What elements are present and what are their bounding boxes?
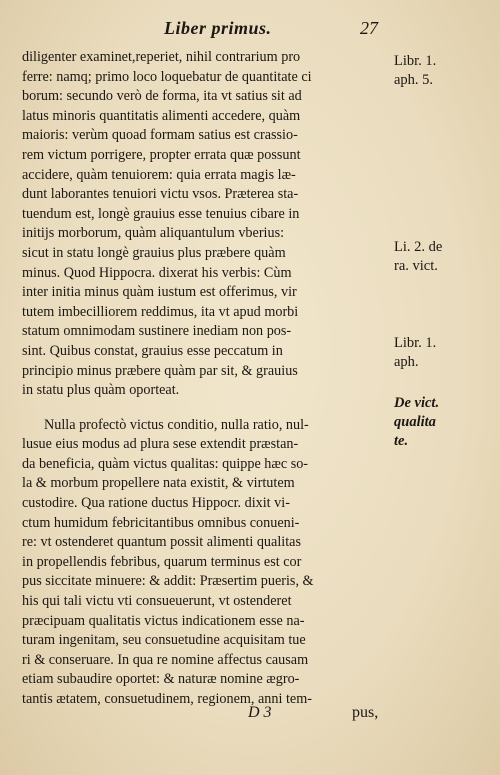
margin-note-4 [394,394,490,451]
text-line: his qui tali victu vti consueuerunt, vt ostenderet [22,593,292,610]
text-line: custodire. Qua ratione ductus Hippocr. dixit vi- [22,495,290,512]
paragraph-1 [22,48,388,401]
text-line: Nulla profectò victus conditio, nulla ratio, nul- [44,416,309,433]
margin-note-line: te. [394,433,409,449]
text-line: in statu plus quàm oporteat. [22,382,180,399]
margin-note-line: ra. vict. [394,258,438,274]
page-title: Liber primus. [164,18,272,38]
running-head [0,18,500,42]
text-line: la & morbum propellere nata existit, & virtutem [22,475,295,492]
text-line: etiam subaudire oportet: & naturæ nomine ægro- [22,671,300,688]
signature-mark: D 3 [248,704,272,721]
margin-note-line: Libr. 1. [394,335,437,351]
text-line: ctum humidum febricitantibus omnibus conueni- [22,514,300,531]
margin-note-1 [394,52,490,90]
margin-note-line: qualita [394,414,436,430]
text-line: dunt laborantes tenuiori victu vsos. Præterea sta- [22,186,299,203]
margin-note-line: Libr. 1. [394,53,437,69]
margin-note-line: aph. 5. [394,72,434,88]
text-line: ferre: namq; primo loco loquebatur de quantitate ci [22,68,312,85]
text-line: pus siccitate minuere: & addit: Præsertim pueris, & [22,573,314,590]
text-line: tuendum est, longè grauius esse tenuius cibare in [22,205,300,222]
margin-note-line: Li. 2. de [394,239,443,255]
paragraph-gap [22,401,388,416]
text-line: tantis ætatem, consuetudinem, regionem, anni tem- [22,691,312,707]
text-line: sint. Quibus constat, grauius esse peccatum in [22,342,283,359]
text-line: rem victum porrigere, propter errata quæ possunt [22,146,301,163]
paragraph-2 [22,416,388,710]
margin-note-2 [394,238,490,276]
margin-note-line: aph. [394,354,419,370]
text-line: inter initia minus quàm iustum est offerimus, vir [22,284,297,301]
text-line: latus minoris quantitatis alimenti accedere, quàm [22,107,301,124]
catchword: pus, [352,704,379,721]
text-line: sicut in statu longè grauius plus præbere quàm [22,244,286,261]
text-line: accidere, quàm tenuiorem: quia errata magis læ- [22,166,296,183]
text-line: minus. Quod Hippocra. dixerat his verbis: Cùm [22,264,292,281]
text-line: statum omnimodam sustinere inediam non pos- [22,323,292,340]
text-line: lusue eius modus ad plura sese extendit præstan- [22,436,299,453]
text-line: principio minus præbere quàm par sit, & grauius [22,362,298,379]
page-footer [0,704,500,728]
text-line: da beneficia, quàm victus qualitas: quippe hæc so- [22,455,309,472]
margin-note-3 [394,334,490,372]
text-line: ri & conseruare. In qua re nomine affectus causam [22,651,309,668]
text-line: initijs morborum, quàm aliquantulum vberius: [22,225,285,242]
text-line: in propellendis febribus, quarum terminus est cor [22,553,302,570]
text-line: borum: secundo verò de forma, ita vt satius sit ad [22,88,302,105]
text-line: tutem imbecilliorem reddimus, ita vt apud morbi [22,303,299,320]
page-number: 27 [360,18,378,38]
text-line: præcipuam qualitatis victus indicationem esse na- [22,612,305,629]
text-line: turam ingenitam, seu consuetudine acquisitam tue [22,632,306,649]
text-line: maioris: verùm quoad formam satius est crassio- [22,127,298,144]
margin-note-line: De vict. [394,395,440,411]
text-line: diligenter examinet,reperiet, nihil contrarium pro [22,49,301,65]
text-line: re: vt ostenderet quantum possit alimenti qualitas [22,534,301,551]
main-text-block [22,48,388,710]
